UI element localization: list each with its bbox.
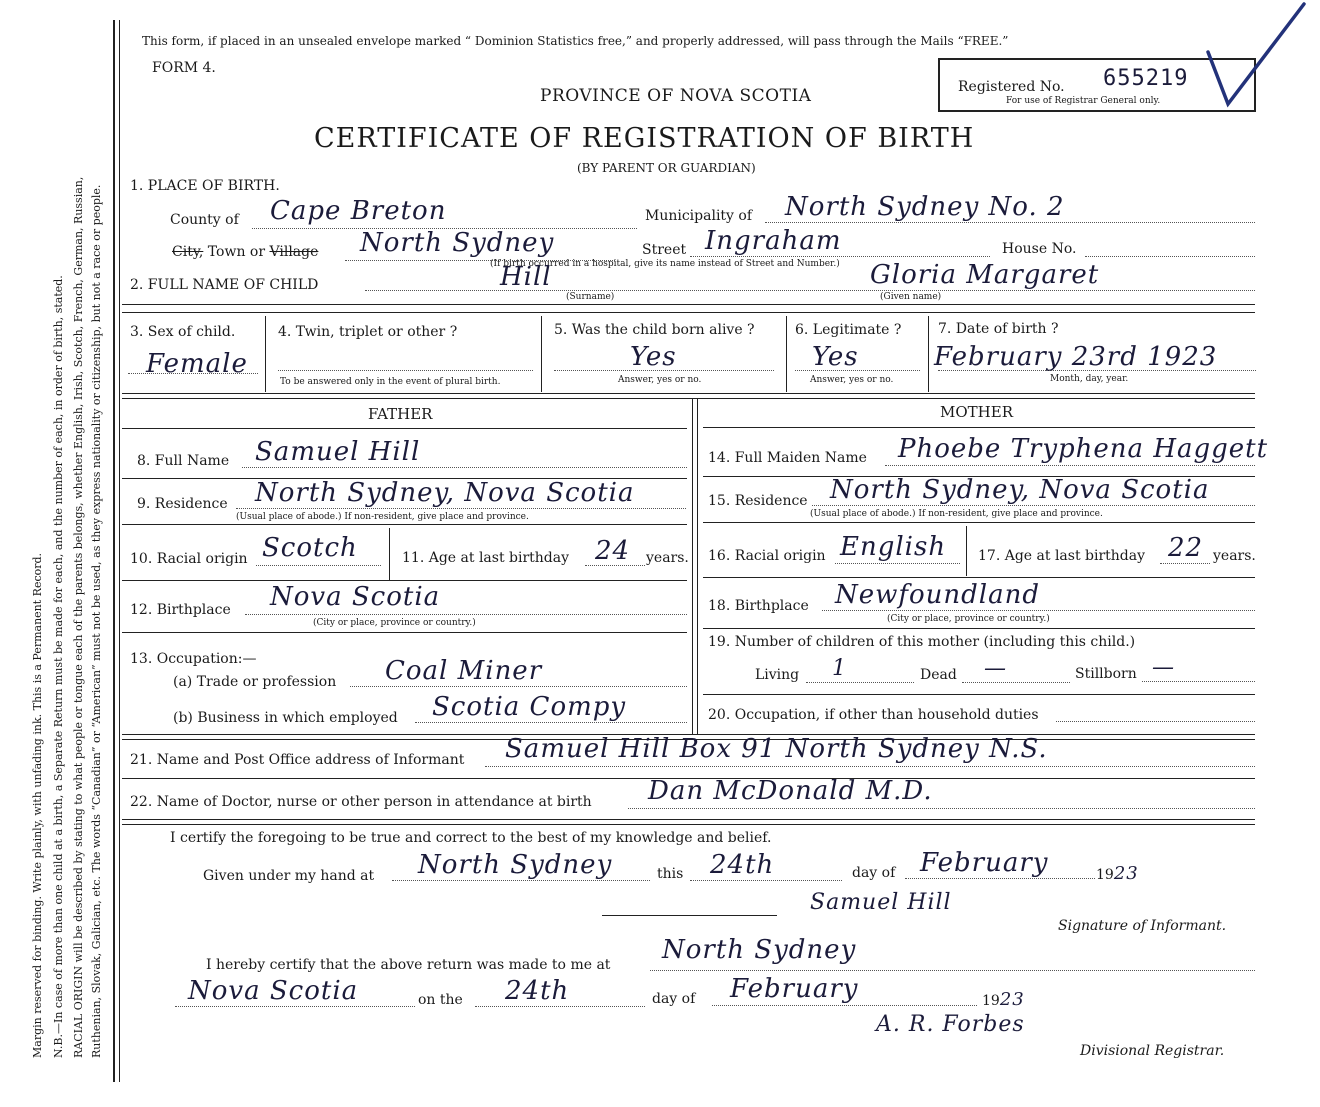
father-age-label: 11. Age at last birthday xyxy=(402,550,570,566)
registrar-day: 24th xyxy=(505,976,570,1006)
mother-birthplace-label: 18. Birthplace xyxy=(708,598,809,614)
mother-race-label: 16. Racial origin xyxy=(708,548,826,564)
registrar-signature: A. R. Forbes xyxy=(876,1012,1025,1037)
dead-label: Dead xyxy=(920,667,957,683)
mother-race: English xyxy=(840,532,947,562)
child-given-name: Gloria Margaret xyxy=(870,260,1100,290)
father-name-label: 8. Full Name xyxy=(137,453,230,469)
registrar-statement: I hereby certify that the above return was made to me at xyxy=(206,957,611,973)
registrar-onthe-label: on the xyxy=(418,992,463,1008)
living-label: Living xyxy=(755,667,800,683)
living-value: 1 xyxy=(832,656,847,681)
father-race-label: 10. Racial origin xyxy=(130,551,248,567)
municipality-value: North Sydney No. 2 xyxy=(785,192,1065,222)
trade-value: Coal Miner xyxy=(385,656,543,686)
mother-age-unit: years. xyxy=(1213,548,1256,564)
father-residence-label: 9. Residence xyxy=(137,496,228,512)
doctor-value: Dan McDonald M.D. xyxy=(648,776,933,806)
mother-residence-note: (Usual place of abode.) If non-resident, give place and province. xyxy=(810,509,1103,519)
business-label: (b) Business in which employed xyxy=(173,710,398,726)
street-value: Ingraham xyxy=(705,226,842,256)
checkmark-icon xyxy=(1200,0,1310,112)
child-name-label: 2. FULL NAME OF CHILD xyxy=(130,277,319,293)
place-of-birth-heading: 1. PLACE OF BIRTH. xyxy=(130,178,280,194)
sex-label: 3. Sex of child. xyxy=(130,324,236,340)
cert-year: 1923 xyxy=(1096,863,1139,884)
county-label: County of xyxy=(170,212,239,228)
cert-day: 24th xyxy=(710,850,775,880)
cert-this-label: this xyxy=(657,866,684,882)
surname-note: (Surname) xyxy=(566,292,615,302)
registered-no-label: Registered No. xyxy=(958,79,1065,95)
registrar-dayof-label: day of xyxy=(652,991,696,1007)
child-surname: Hill xyxy=(500,262,552,292)
municipality-label: Municipality of xyxy=(645,208,753,224)
given-under-label: Given under my hand at xyxy=(203,868,375,884)
margin-note-racial-origin: RACIAL ORIGIN will be described by stating to what people or tongue each of the parents belongs, whether English, Irish, Scotch, French, German, Russian, xyxy=(72,176,85,1058)
registrar-year: 1923 xyxy=(982,989,1025,1010)
father-birthplace-label: 12. Birthplace xyxy=(130,602,231,618)
alive-note: Answer, yes or no. xyxy=(618,375,702,385)
alive-label: 5. Was the child born alive ? xyxy=(554,322,755,338)
registrar-place: North Sydney xyxy=(662,935,857,965)
county-value: Cape Breton xyxy=(270,196,447,226)
mother-residence-label: 15. Residence xyxy=(708,493,808,509)
registrar-signature-label: Divisional Registrar. xyxy=(1080,1043,1225,1059)
mother-name-label: 14. Full Maiden Name xyxy=(708,450,867,466)
mother-heading: MOTHER xyxy=(940,403,1013,421)
father-residence: North Sydney, Nova Scotia xyxy=(255,478,635,508)
sex-value: Female xyxy=(146,349,248,379)
mother-birthplace: Newfoundland xyxy=(835,580,1041,610)
registrar-use-note: For use of Registrar General only. xyxy=(1006,96,1161,106)
trade-label: (a) Trade or profession xyxy=(173,674,337,690)
hospital-note: (If birth occurred in a hospital, give its name instead of Street and Number.) xyxy=(490,259,840,269)
stillborn-value: — xyxy=(1152,655,1175,680)
twin-label: 4. Twin, triplet or other ? xyxy=(278,324,458,340)
stillborn-label: Stillborn xyxy=(1075,666,1137,682)
father-race: Scotch xyxy=(262,533,358,563)
town-label: City, Town or Village xyxy=(172,244,319,260)
dead-value: — xyxy=(984,656,1007,681)
legitimate-value: Yes xyxy=(812,342,859,372)
informant-label: 21. Name and Post Office address of Informant xyxy=(130,752,465,768)
certificate-subtitle: (BY PARENT OR GUARDIAN) xyxy=(577,161,756,175)
informant-signature: Samuel Hill xyxy=(810,890,952,915)
informant-signature-label: Signature of Informant. xyxy=(1058,918,1227,934)
cert-month: February xyxy=(920,848,1049,878)
street-label: Street xyxy=(642,242,687,258)
certify-statement: I certify the foregoing to be true and correct to the best of my knowledge and belief. xyxy=(170,830,772,846)
doctor-label: 22. Name of Doctor, nurse or other person in attendance at birth xyxy=(130,794,592,810)
cert-place: North Sydney xyxy=(418,850,613,880)
father-heading: FATHER xyxy=(368,405,433,423)
legitimate-label: 6. Legitimate ? xyxy=(795,322,902,338)
province-heading: PROVINCE OF NOVA SCOTIA xyxy=(540,86,812,106)
mother-occupation-label: 20. Occupation, if other than household duties xyxy=(708,707,1039,723)
certificate-title: CERTIFICATE OF REGISTRATION OF BIRTH xyxy=(314,123,975,154)
registrar-month: February xyxy=(730,974,859,1004)
form-number: FORM 4. xyxy=(152,60,216,76)
binding-line-inner xyxy=(119,20,120,1082)
father-birthplace-note: (City or place, province or country.) xyxy=(313,618,476,628)
postal-notice: This form, if placed in an unsealed envelope marked “ Dominion Statistics free,” and properly addressed, will pass through the Mails “FREE.” xyxy=(142,34,1009,48)
margin-note-multiple-births: N.B.—In case of more than one child at a birth, a Separate Return must be made for each, and the number of each, in order of birth, stated. xyxy=(52,275,65,1058)
margin-note-racial-origin-cont: Ruthenian, Slovak, Galician, etc. The words “Canadian” or “American” must not be used, as they express nationality or citizenship, but not a race or people. xyxy=(90,184,103,1058)
cert-dayof-label: day of xyxy=(852,865,896,881)
twin-note: To be answered only in the event of plural birth. xyxy=(280,377,501,387)
business-value: Scotia Compy xyxy=(432,692,627,722)
father-name: Samuel Hill xyxy=(255,437,421,467)
mother-age: 22 xyxy=(1168,533,1204,563)
father-residence-note: (Usual place of abode.) If non-resident, give place and province. xyxy=(236,512,529,522)
registrar-province: Nova Scotia xyxy=(188,976,359,1006)
father-age-unit: years. xyxy=(646,550,689,566)
given-name-note: (Given name) xyxy=(880,292,942,302)
informant-value: Samuel Hill Box 91 North Sydney N.S. xyxy=(505,734,1048,764)
dob-label: 7. Date of birth ? xyxy=(938,321,1059,337)
alive-value: Yes xyxy=(630,342,677,372)
binding-line xyxy=(113,20,115,1082)
town-value: North Sydney xyxy=(360,228,555,258)
dob-value: February 23rd 1923 xyxy=(934,342,1218,372)
legitimate-note: Answer, yes or no. xyxy=(810,375,894,385)
house-no-label: House No. xyxy=(1002,241,1077,257)
margin-note-binding: Margin reserved for binding. Write plainly, with unfading ink. This is a Permanent Record. xyxy=(31,552,44,1058)
father-occupation-label: 13. Occupation:— xyxy=(130,651,257,667)
mother-age-label: 17. Age at last birthday xyxy=(978,548,1146,564)
mother-birthplace-note: (City or place, province or country.) xyxy=(887,614,1050,624)
children-label: 19. Number of children of this mother (including this child.) xyxy=(708,634,1136,650)
registered-no-value: 655219 xyxy=(1103,66,1189,91)
father-age: 24 xyxy=(595,536,631,566)
mother-residence: North Sydney, Nova Scotia xyxy=(830,475,1210,505)
mother-name: Phoebe Tryphena Haggett xyxy=(898,434,1269,464)
dob-note: Month, day, year. xyxy=(1050,374,1129,384)
father-birthplace: Nova Scotia xyxy=(270,582,441,612)
